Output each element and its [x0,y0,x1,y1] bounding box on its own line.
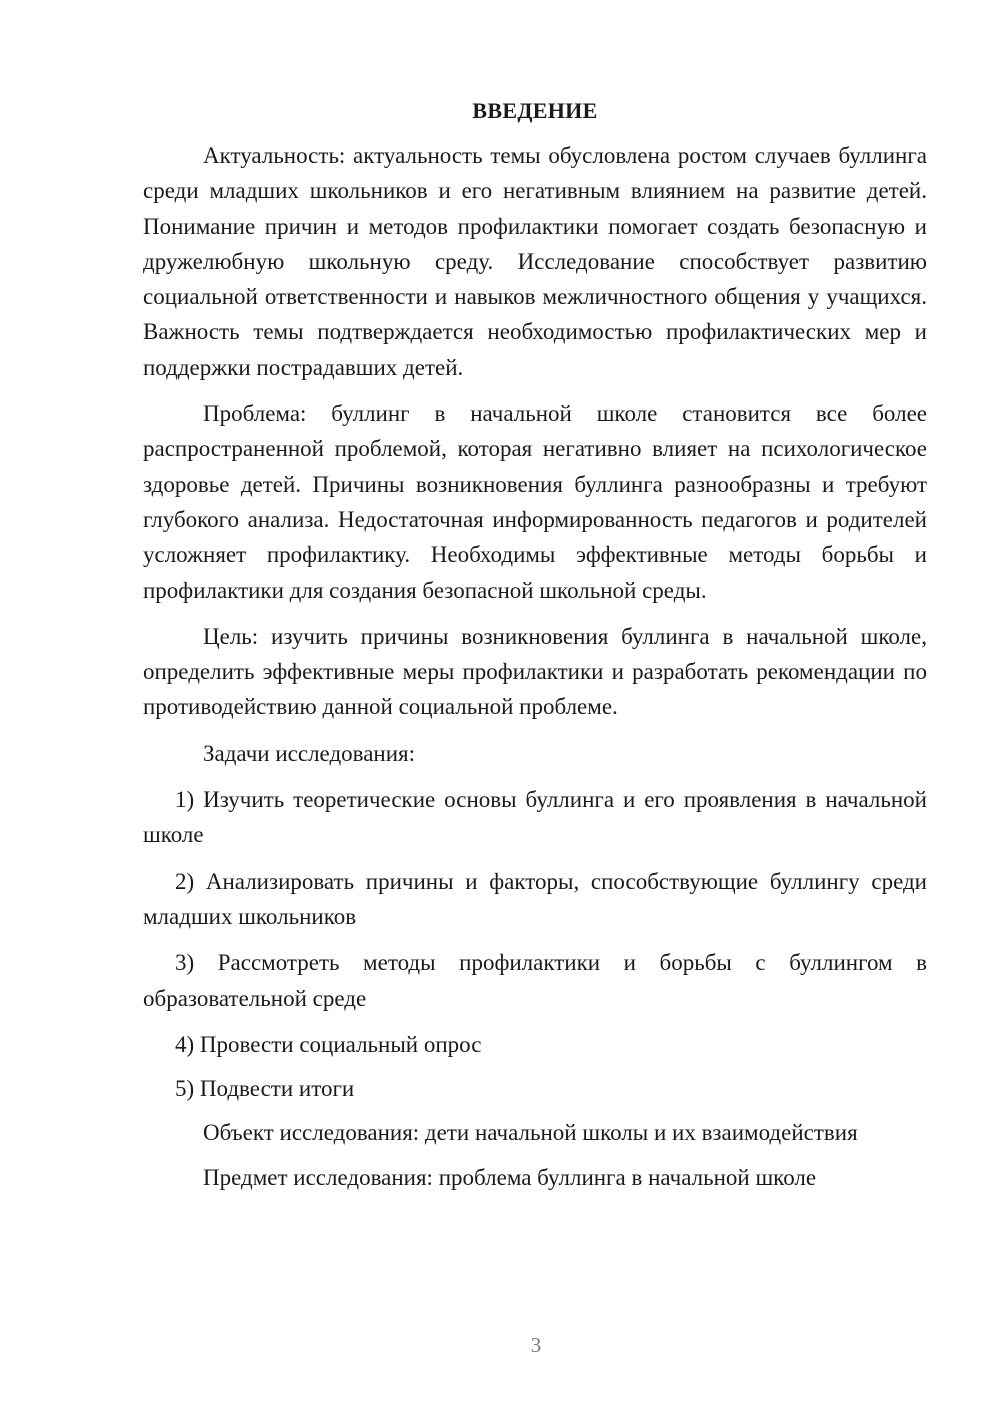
task-item-1: 1) Изучить теоретические основы буллинга и его проявления в начальной школе [143,787,927,848]
task-item-3: 3) Рассмотреть методы профилактики и борьбы с буллингом в образовательной среде [143,950,927,1011]
task-item-5: 5) Подвести итоги [175,1076,355,1102]
section-title: ВВЕДЕНИЕ [472,98,598,123]
paragraph-problem: Проблема: буллинг в начальной школе становится все более распространенной проблемой, которая негативно влияет на психологическое здоровье детей. Причины возникновения буллинга разнообразны и требуют глубокого анализа. Недостаточная информированность педагогов и родителей усложняет профилактику. Необходимы эффективные методы борьбы и профилактики для создания безопасной школьной среды. [143,401,927,603]
page-number: 3 [530,1333,542,1357]
task-item-4: 4) Провести социальный опрос [175,1031,482,1057]
page-content [143,96,927,1204]
research-object: Объект исследования: дети начальной школы и их взаимодействия [203,1120,858,1146]
task-item-2: 2) Анализировать причины и факторы, способствующие буллингу среди младших школьников [143,868,927,929]
tasks-heading: Задачи исследования: [203,740,416,766]
paragraph-relevance: Актуальность: актуальность темы обусловлена ростом случаев буллинга среди младших школьников и его негативным влиянием на развитие детей. Понимание причин и методов профилактики помогает создать безопасную и дружелюбную школьную среду. Исследование способствует развитию социальной ответственности и навыков межличностного общения у учащихся. Важность темы подтверждается необходимостью профилактических мер и поддержки пострадавших детей. [143,143,927,380]
research-subject: Предмет исследования: проблема буллинга в начальной школе [203,1164,817,1190]
paragraph-goal: Цель: изучить причины возникновения буллинга в начальной школе, определить эффективные меры профилактики и разработать рекомендации по противодействию данной социальной проблеме. [143,623,927,720]
